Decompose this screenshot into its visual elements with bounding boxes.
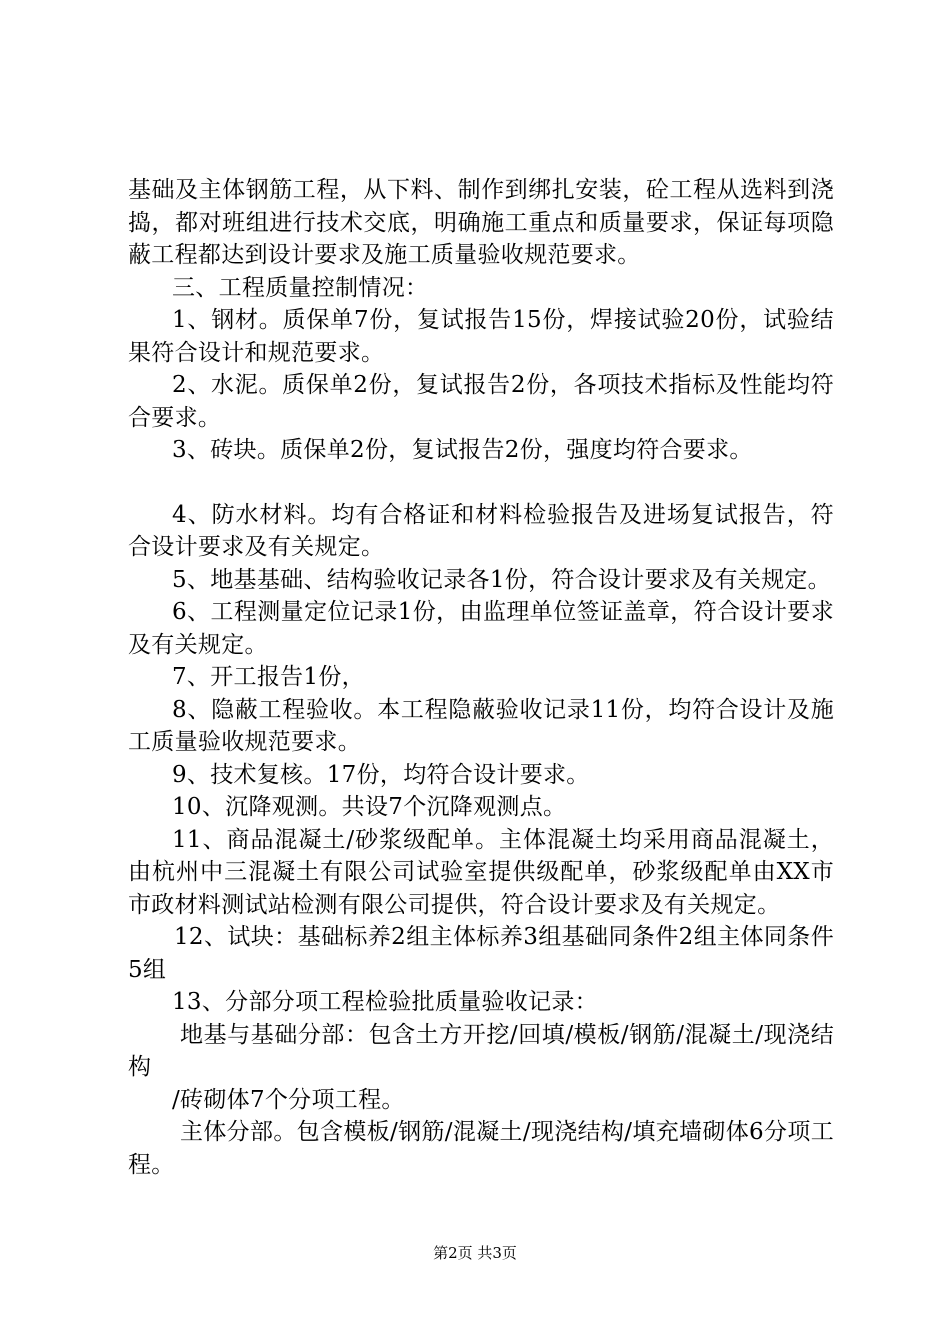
item-survey-positioning: 6、工程测量定位记录1份，由监理单位签证盖章，符合设计要求及有关规定。	[128, 599, 834, 658]
item-concealed-works: 8、隐蔽工程验收。本工程隐蔽验收记录11份，均符合设计及施工质量验收规范要求。	[128, 696, 834, 755]
page-footer: 第2页 共3页	[433, 1244, 517, 1262]
paragraph-construction-briefing: 基础及主体钢筋工程，从下料、制作到绑扎安装，砼工程从选料到浇捣，都对班组进行技术交底，明确施工重点和质量要求，保证每项隐蔽工程都达到设计要求及施工质量验收规范要求。	[128, 177, 834, 268]
item-inspection-records: 13、分部分项工程检验批质量验收记录：	[172, 989, 598, 1015]
subitem-main-structure-division: 主体分部。包含模板/钢筋/混凝土/现浇结构/填充墙砌体6分项工程。	[128, 1119, 834, 1178]
item-technical-review: 9、技术复核。17份，均符合设计要求。	[172, 761, 590, 788]
item-waterproofing: 4、防水材料。均有合格证和材料检验报告及进场复试报告，符合设计要求及有关规定。	[128, 501, 834, 560]
document-body	[128, 174, 834, 1181]
subitem-foundation-division: 地基与基础分部：包含土方开挖/回填/模板/钢筋/混凝土/现浇结构	[128, 1021, 834, 1080]
subitem-brick-masonry: /砖砌体7个分项工程。	[172, 1086, 405, 1113]
item-cement: 2、水泥。质保单2份，复试报告2份，各项技术指标及性能均符合要求。	[128, 372, 834, 431]
item-start-report: 7、开工报告1份，	[172, 664, 365, 690]
item-settlement-observation: 10、沉降观测。共设7个沉降观测点。	[172, 794, 567, 820]
section-heading-quality-control: 三、工程质量控制情况：	[172, 274, 429, 301]
blank-line	[128, 467, 834, 499]
item-test-blocks: 12、试块：基础标养2组主体标养3组基础同条件2组主体同条件5组	[128, 924, 834, 983]
item-steel: 1、钢材。质保单7份，复试报告15份，焊接试验20份，试验结果符合设计和规范要求。	[128, 307, 834, 366]
item-bricks: 3、砖块。质保单2份，复试报告2份，强度均符合要求。	[172, 437, 753, 463]
item-concrete-mix: 11、商品混凝土/砂浆级配单。主体混凝土均采用商品混凝土，由杭州中三混凝土有限公司试验室提供级配单，砂浆级配单由XX市市政材料测试站检测有限公司提供，符合设计要求及有关规定。	[128, 826, 834, 918]
item-foundation-acceptance: 5、地基基础、结构验收记录各1份，符合设计要求及有关规定。	[172, 566, 831, 593]
